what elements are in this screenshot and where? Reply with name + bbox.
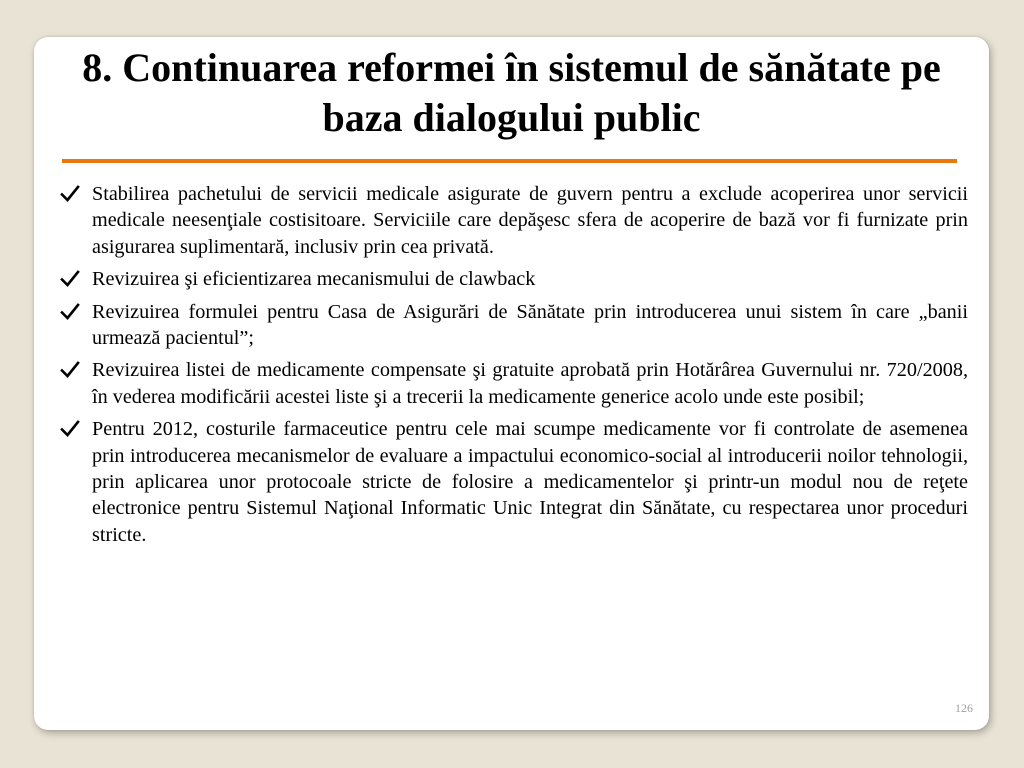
checkmark-icon bbox=[60, 360, 80, 380]
checkmark-icon bbox=[60, 302, 80, 322]
title-divider bbox=[62, 159, 957, 163]
checkmark-icon bbox=[60, 269, 80, 289]
bullet-item bbox=[56, 266, 968, 292]
bullet-list bbox=[56, 181, 968, 554]
bullet-text: Stabilirea pachetului de servicii medicale asigurate de guvern pentru a exclude acoperirea unor servicii medicale neesenţiale costisitoare. Serviciile care depăşesc sfera de acoperire de bază vor fi furnizate prin asigurarea suplimentară, inclusiv prin cea privată. bbox=[92, 183, 968, 258]
bullet-item bbox=[56, 357, 968, 410]
bullet-text: Pentru 2012, costurile farmaceutice pentru cele mai scumpe medicamente vor fi controlate de asemenea prin introducerea mecanismelor de evaluare a impactului economico-social al introducerii noilor tehnologii, prin aplicarea unor protocoale stricte de folosire a medicamentelor şi printr-un modul nou de reţete electronice pentru Sistemul Naţional Informatic Unic Integrat din Sănătate, cu respectarea unor proceduri stricte. bbox=[92, 418, 968, 546]
bullet-text: Revizuirea şi eficientizarea mecanismului de clawback bbox=[92, 268, 536, 291]
bullet-item bbox=[56, 181, 968, 260]
slide-card bbox=[34, 37, 989, 730]
page-number: 126 bbox=[955, 701, 973, 715]
bullet-item bbox=[56, 299, 968, 352]
slide-title: 8. Continuarea reformei în sistemul de sănătate pe baza dialogului public bbox=[82, 45, 941, 140]
checkmark-icon bbox=[60, 184, 80, 204]
checkmark-icon bbox=[60, 419, 80, 439]
bullet-text: Revizuirea listei de medicamente compensate şi gratuite aprobată prin Hotărârea Guvernului nr. 720/2008, în vederea modificării acestei liste şi a trecerii la medicamente generice acolo unde este posibil; bbox=[92, 359, 968, 408]
bullet-text: Revizuirea formulei pentru Casa de Asigurări de Sănătate prin introducerea unui sistem în care „banii urmează pacientul”; bbox=[92, 300, 968, 350]
bullet-item bbox=[56, 416, 968, 548]
